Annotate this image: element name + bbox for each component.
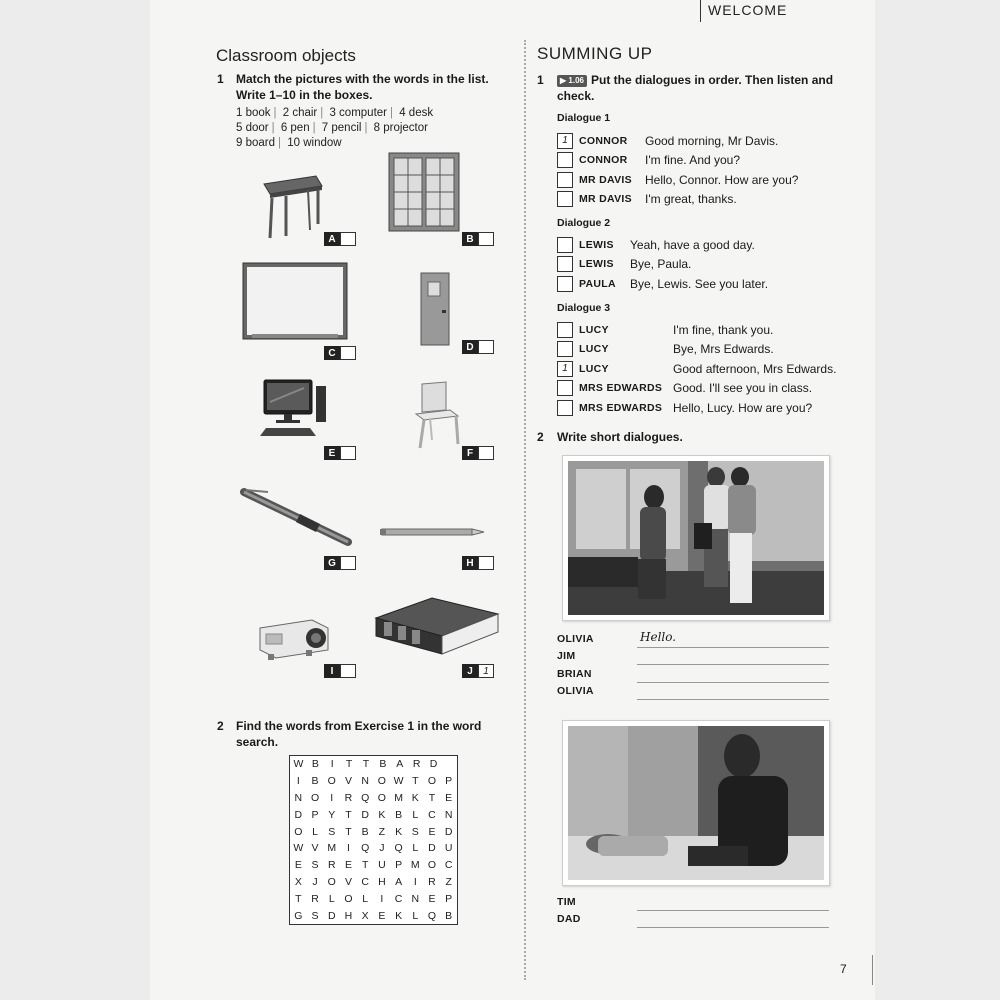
order-box[interactable] [557,341,573,357]
exercise-1-instructions [236,71,516,103]
word-item: 9 board [236,137,276,149]
word-search-letter[interactable]: O [427,859,437,872]
word-search-row [290,806,457,823]
word-search-letter[interactable]: Q [427,909,437,922]
word-search-letter[interactable]: Q [394,842,403,855]
dialogue-line [557,340,847,360]
word-search-letter[interactable]: L [412,909,419,922]
line-text: I'm great, thanks. [645,192,737,207]
write-row [557,683,829,701]
exercise-number: 2 [217,719,224,733]
word-search-letter[interactable]: W [293,758,304,771]
answer-box[interactable] [478,232,494,246]
word-search-letter[interactable]: Q [361,791,370,804]
picture-label-d [462,340,494,354]
word-search-letter[interactable]: O [377,791,386,804]
word-search-grid[interactable] [289,755,458,925]
word-search-letter[interactable]: S [328,825,336,838]
speaker: LEWIS [579,258,614,271]
instruction-line: Write 1–10 in the boxes. [236,88,373,102]
order-box[interactable] [557,152,573,168]
word-search-letter[interactable]: L [362,892,369,905]
word-search-letter[interactable]: S [311,909,319,922]
dialogue-1 [557,131,847,209]
word-search-letter[interactable]: H [378,875,386,888]
word-search-letter[interactable]: G [294,909,303,922]
line-text: Good. I'll see you in class. [673,381,813,396]
exercise-number: 2 [537,430,544,444]
word-search-letter[interactable]: T [361,859,369,872]
speaker: MRS EDWARDS [579,382,663,395]
word-search-letter[interactable]: O [327,775,336,788]
page-number: 7 [840,962,847,976]
line-text: Good morning, Mr Davis. [645,133,779,148]
picture-label-a [324,232,356,246]
speaker: LUCY [579,343,609,356]
dialogue-heading: Dialogue 1 [557,112,611,124]
audio-track-number: 1.06 [568,75,584,85]
speaker: LEWIS [579,238,614,251]
order-box[interactable] [557,256,573,272]
word-search-letter[interactable]: M [394,791,403,804]
dialogue-3 [557,320,847,418]
picture-label-j [462,664,494,678]
instruction-line: search. [236,735,279,749]
write-row [557,665,829,683]
dialogue-writing-area-2 [557,893,829,928]
word-search-letter[interactable]: L [412,842,419,855]
word-item: 5 door [236,122,269,134]
word-search-letter[interactable]: T [295,892,302,905]
word-search-letter[interactable]: P [445,775,453,788]
dialogue-heading: Dialogue 3 [557,302,611,314]
picture-label-b [462,232,494,246]
dialogue-line [557,320,847,340]
picture-letter: B [462,232,478,246]
section-title-summing-up: SUMMING UP [537,44,653,63]
word-item: 4 desk [399,107,434,119]
picture-letter: A [324,232,340,246]
picture-letter: G [324,556,340,570]
word-search-letter[interactable]: K [395,909,403,922]
word-search-row [290,907,457,924]
word-search-letter[interactable]: Y [328,808,336,821]
picture-letter: D [462,340,478,354]
word-search-letter[interactable]: I [330,791,334,804]
order-box[interactable] [557,400,573,416]
word-search-letter[interactable]: N [294,791,303,804]
word-search-letter[interactable]: J [312,875,318,888]
dialogue-line [557,255,847,275]
word-search-letter[interactable]: A [395,875,403,888]
word-search-letter[interactable]: T [362,758,370,771]
word-search-letter[interactable]: W [293,842,304,855]
answer-line[interactable] [637,648,829,666]
word-search-letter[interactable]: K [395,825,403,838]
word-search-letter[interactable]: C [444,859,453,872]
word-search-letter[interactable]: T [345,808,352,821]
picture-label-c [324,346,356,360]
picture-letter: H [462,556,478,570]
word-search-letter[interactable]: R [412,758,421,771]
pen-icon [238,486,358,548]
word-search-letter[interactable]: T [412,775,419,788]
line-text: Hello, Lucy. How are you? [673,400,813,415]
word-search-letter[interactable]: W [393,775,404,788]
word-search-letter[interactable]: O [310,791,320,804]
word-search-letter[interactable]: E [294,859,302,872]
word-search-letter[interactable]: Z [378,825,386,838]
line-text: Good afternoon, Mrs Edwards. [673,361,837,376]
word-search-letter[interactable]: V [311,842,319,855]
line-text: Bye, Mrs Edwards. [673,342,774,357]
photo-image [568,726,824,880]
word-list-row: 1 book | 2 chair | 3 computer | 4 desk [236,107,434,119]
word-search-row [290,756,457,773]
speaker-name: BRIAN [557,667,592,680]
word-search-letter[interactable]: R [428,875,436,888]
answer-line[interactable] [637,911,829,929]
picture-label-e [324,446,356,460]
word-search-letter[interactable]: P [311,808,319,821]
word-search-letter[interactable]: B [311,758,319,771]
photo-students-talking [562,455,830,621]
speaker: LUCY [579,362,609,375]
order-box[interactable] [557,380,573,396]
word-search-letter[interactable]: X [294,875,302,888]
speaker-name: OLIVIA [557,685,594,698]
picture-letter: C [324,346,340,360]
word-list-row: 5 door | 6 pen | 7 pencil | 8 projector [236,122,428,134]
pencil-icon [380,526,486,538]
answer-box[interactable] [340,664,356,678]
speaker-name: TIM [557,895,576,908]
word-search-letter[interactable]: B [361,825,369,838]
dialogue-2 [557,235,847,294]
section-title-classroom-objects: Classroom objects [216,46,356,65]
order-box[interactable] [557,191,573,207]
picture-label-g [324,556,356,570]
answer-line[interactable] [637,893,829,911]
word-search-letter[interactable]: C [361,875,369,888]
word-search-letter[interactable]: R [311,892,319,905]
word-search-letter[interactable]: S [411,825,419,838]
word-search-letter[interactable]: R [327,859,336,872]
speaker: LUCY [579,323,609,336]
word-search-letter[interactable]: X [361,909,369,922]
picture-letter: I [324,664,340,678]
word-search-letter[interactable]: U [378,859,386,872]
word-search-letter[interactable]: Z [445,875,452,888]
word-item: 6 pen [280,122,310,134]
window-icon [388,152,460,232]
word-search-letter[interactable]: T [428,791,436,804]
order-box[interactable]: 1 [557,133,573,149]
photo-image [568,461,824,615]
word-item: 2 chair [282,107,318,119]
dialogue-line [557,379,847,399]
write-row [557,648,829,666]
word-search-letter[interactable]: D [428,842,436,855]
word-search-letter[interactable]: N [361,775,369,788]
word-search-letter[interactable]: D [294,808,303,821]
word-search-letter[interactable]: M [327,842,337,855]
write-row [557,911,829,929]
word-search-letter[interactable]: M [410,859,420,872]
word-search-letter[interactable]: E [445,791,453,804]
word-search-letter[interactable]: D [429,758,438,771]
write-row [557,630,829,648]
word-search-letter[interactable]: J [379,842,385,855]
audio-track-icon[interactable]: ▶ 1.06 [557,75,587,87]
word-search-letter[interactable]: R [344,791,353,804]
word-search-letter[interactable]: I [380,892,384,905]
word-search-letter[interactable]: V [344,775,352,788]
dialogue-line [557,131,847,151]
answer-box[interactable] [340,346,356,360]
word-search-row [290,857,457,874]
exercise-2-instructions [236,718,516,750]
dialogue-line [557,151,847,171]
picture-label-h [462,556,494,570]
speaker-name: JIM [557,650,576,663]
word-search-letter[interactable]: N [444,808,453,821]
order-box[interactable] [557,172,573,188]
word-search-letter[interactable]: O [294,825,303,838]
word-item: 7 pencil [321,122,362,134]
word-search-letter[interactable]: P [445,892,453,905]
word-search-row [290,874,457,891]
word-search-letter[interactable]: L [328,892,335,905]
line-text: I'm fine, thank you. [673,322,774,337]
instruction-line: Match the pictures with the words in the list. [236,72,489,86]
word-search-letter[interactable]: D [444,825,453,838]
word-search-letter[interactable]: I [296,775,300,788]
word-search-letter[interactable]: S [311,859,319,872]
word-search-letter[interactable]: L [312,825,318,838]
chair-icon [410,380,464,450]
board-icon [242,262,348,342]
word-search-letter[interactable]: B [445,909,453,922]
word-search-letter[interactable]: D [361,808,369,821]
word-search-letter[interactable]: K [411,791,419,804]
word-search-letter[interactable]: T [345,758,353,771]
section-header: WELCOME [708,2,788,18]
order-box[interactable] [557,237,573,253]
dialogue-line [557,190,847,210]
speaker-name: DAD [557,913,581,926]
photo-dad-and-child [562,720,830,886]
projector-icon [256,614,332,666]
word-search-letter[interactable]: O [427,775,437,788]
dialogue-line [557,398,847,418]
picture-label-i [324,664,356,678]
answer-line[interactable] [637,683,829,701]
order-box[interactable] [557,276,573,292]
picture-label-f [462,446,494,460]
word-search-letter[interactable]: B [311,775,319,788]
answer-box[interactable] [478,340,494,354]
write-row [557,893,829,911]
page-number-separator [872,955,873,985]
computer-icon [258,378,328,444]
line-text: Bye, Paula. [630,257,692,272]
word-item: 1 book [236,107,271,119]
word-search-letter[interactable]: A [396,758,404,771]
word-search-letter[interactable]: O [327,875,336,888]
word-search-letter[interactable]: T [345,825,352,838]
word-search-letter[interactable]: E [428,825,436,838]
word-search-letter[interactable]: E [378,909,386,922]
dialogue-line [557,170,847,190]
word-search-letter[interactable]: E [428,892,436,905]
answer-line[interactable]: Hello. [637,630,829,648]
dialogue-line [557,359,847,379]
answer-box[interactable] [478,556,494,570]
word-item: 10 window [287,137,342,149]
word-search-letter[interactable]: U [444,842,453,855]
word-search-row [290,840,457,857]
instruction-line: Put the dialogues in order. Then listen and [591,73,834,87]
dialogue-line [557,274,847,294]
order-box[interactable]: 1 [557,361,573,377]
line-text: Hello, Connor. How are you? [645,172,799,187]
word-list-row: 9 board | 10 window [236,137,342,149]
line-text: Yeah, have a good day. [630,237,755,252]
header-separator [700,0,701,22]
dialogue-line [557,235,847,255]
word-search-row [290,773,457,790]
answer-box[interactable] [340,556,356,570]
word-search-letter[interactable]: H [344,909,353,922]
word-item: 3 computer [329,107,387,119]
answer-box[interactable] [340,232,356,246]
word-search-row [290,890,457,907]
word-search-letter[interactable]: Q [361,842,370,855]
answer-box[interactable]: 1 [478,664,494,678]
speaker: MR DAVIS [579,193,632,206]
word-search-letter[interactable]: L [412,808,419,821]
dialogue-writing-area-1 [557,630,829,700]
picture-letter: J [462,664,478,678]
word-search-row [290,790,457,807]
dialogue-heading: Dialogue 2 [557,217,611,229]
speaker-name: OLIVIA [557,632,594,645]
word-search-row [290,823,457,840]
word-search-letter[interactable]: K [378,808,386,821]
word-search-letter[interactable]: V [344,875,352,888]
door-icon [420,272,450,346]
instruction-line: Find the words from Exercise 1 in the word [236,719,482,733]
word-search-letter[interactable]: O [377,775,386,788]
word-search-letter[interactable]: C [394,892,403,905]
answer-line[interactable] [637,665,829,683]
word-search-letter[interactable]: O [344,892,353,905]
column-divider [524,40,526,980]
exercise-1-instructions [557,72,847,104]
word-item: 8 projector [373,122,428,134]
word-list [236,106,433,151]
desk-icon [258,172,326,242]
word-search-letter[interactable]: B [395,808,403,821]
line-text: Bye, Lewis. See you later. [630,276,769,291]
picture-letter: E [324,446,340,460]
order-box[interactable] [557,322,573,338]
word-search-letter[interactable]: D [327,909,336,922]
book-icon [372,596,502,660]
word-search-letter[interactable]: I [413,875,417,888]
speaker: MRS EDWARDS [579,401,663,414]
word-search-letter[interactable]: E [344,859,352,872]
speaker: CONNOR [579,154,628,167]
word-search-letter[interactable]: C [428,808,436,821]
word-search-letter[interactable]: P [395,859,403,872]
speaker: CONNOR [579,134,628,147]
picture-letter: F [462,446,478,460]
word-search-letter[interactable]: N [411,892,420,905]
word-search-letter[interactable]: B [379,758,387,771]
answer-box[interactable] [478,446,494,460]
instruction-line: check. [557,89,595,103]
word-search-letter[interactable]: I [347,842,350,855]
line-text: I'm fine. And you? [645,153,741,168]
exercise-number: 1 [537,73,544,87]
speaker: MR DAVIS [579,173,632,186]
exercise-2-instructions: Write short dialogues. [557,430,683,444]
word-search-letter[interactable]: I [330,758,334,771]
answer-box[interactable] [340,446,356,460]
speaker: PAULA [579,277,616,290]
exercise-number: 1 [217,72,224,86]
